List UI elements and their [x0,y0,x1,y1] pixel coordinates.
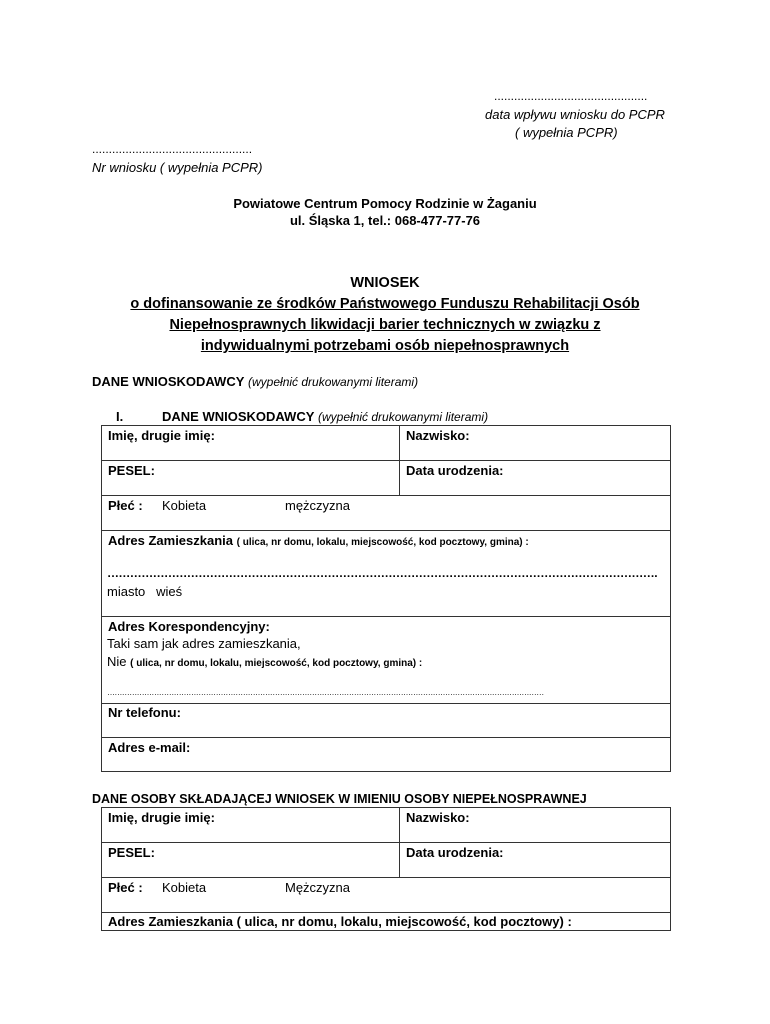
applicant-sex-male-label: mężczyzna [285,498,351,513]
rep-sex-label: Płeć : [108,880,143,895]
applicant-surname-label: Nazwisko: [406,428,470,443]
section2-heading: DANE OSOBY SKŁADAJĄCEJ WNIOSEK W IMIENIU OSOBY NIEPEŁNOSPRAWNEJ [92,792,587,806]
rep-name-label: Imię, drugie imię: [108,810,215,825]
nr-label: Nr wniosku ( wypełnia PCPR) [92,160,263,175]
intro-heading [92,374,418,389]
rep-sex-male-label: Mężczyzna [285,880,351,895]
locality-village-label: wieś [156,584,183,599]
corr-no-option[interactable] [107,654,422,669]
locality-city-label: miasto [107,584,146,599]
rep-address-label: Adres Zamieszkania ( ulica, nr domu, lokalu, miejscowość, kod pocztowy) : [108,914,572,929]
email-label: Adres e-mail: [108,740,191,755]
doc-title-line2: Niepełnosprawnych likwidacji barier technicznych w związku z [169,317,601,333]
rep-dob-label: Data urodzenia: [406,845,504,860]
section1-heading-label: DANE WNIOSKODAWCY [162,409,315,424]
applicant-dob-label: Data urodzenia: [406,463,504,478]
applicant-table [101,425,671,772]
corr-same-label: Taki sam jak adres zamieszkania, [107,636,301,651]
date-label: data wpływu wniosku do PCPR [485,107,665,122]
doc-title-line1: o dofinansowanie ze środków Państwowego Funduszu Rehabilitacji Osób [130,296,640,312]
rep-sex-female-label: Kobieta [162,880,207,895]
nr-dots: ................................................ [92,142,253,156]
corr-hint: ( ulica, nr domu, lokalu, miejscowość, kod pocztowy, gmina) : [130,658,423,669]
intro-heading-label: DANE WNIOSKODAWCY [92,374,245,389]
section1-heading-note: (wypełnić drukowanymi literami) [318,410,489,424]
applicant-sex-female[interactable] [162,498,206,513]
section1-number: I. [116,409,124,424]
date-dots: .............................................. [494,89,648,103]
applicant-sex-label: Płeć : [108,498,143,513]
applicant-name-label: Imię, drugie imię: [108,428,215,443]
doc-title-line3: indywidualnymi potrzebami osób niepełnosprawnych [200,338,570,354]
applicant-address-heading [108,533,529,548]
org-name: Powiatowe Centrum Pomocy Rodzinie w Żaganiu [233,196,537,211]
rep-sex-male[interactable] [285,880,350,895]
applicant-address-label: Adres Zamieszkania [108,533,234,548]
date-note: ( wypełnia PCPR) [515,125,618,140]
corr-address-dots[interactable]: …………………………………………………………………………………………………………………………………………………………… [107,688,544,697]
applicant-pesel-label: PESEL: [108,463,155,478]
doc-title: WNIOSEK [350,275,420,291]
rep-sex-female[interactable] [162,880,206,895]
corr-no-label: Nie [107,654,127,669]
applicant-sex-male[interactable] [285,498,350,513]
applicant-address-dots[interactable]: ………………………………………………………………………………………………………………………………. [107,566,657,580]
rep-pesel-label: PESEL: [108,845,155,860]
applicant-address-hint: ( ulica, nr domu, lokalu, miejscowość, kod pocztowy, gmina) : [236,537,529,548]
applicant-sex-female-label: Kobieta [162,498,207,513]
section1-heading [162,409,488,424]
phone-label: Nr telefonu: [108,705,181,720]
org-address: ul. Śląska 1, tel.: 068-477-77-76 [289,213,481,228]
applicant-locality-options [107,584,182,599]
corr-same-option[interactable] [107,636,301,651]
rep-surname-label: Nazwisko: [406,810,470,825]
corr-address-label: Adres Korespondencyjny: [108,619,270,634]
intro-heading-note: (wypełnić drukowanymi literami) [248,375,419,389]
